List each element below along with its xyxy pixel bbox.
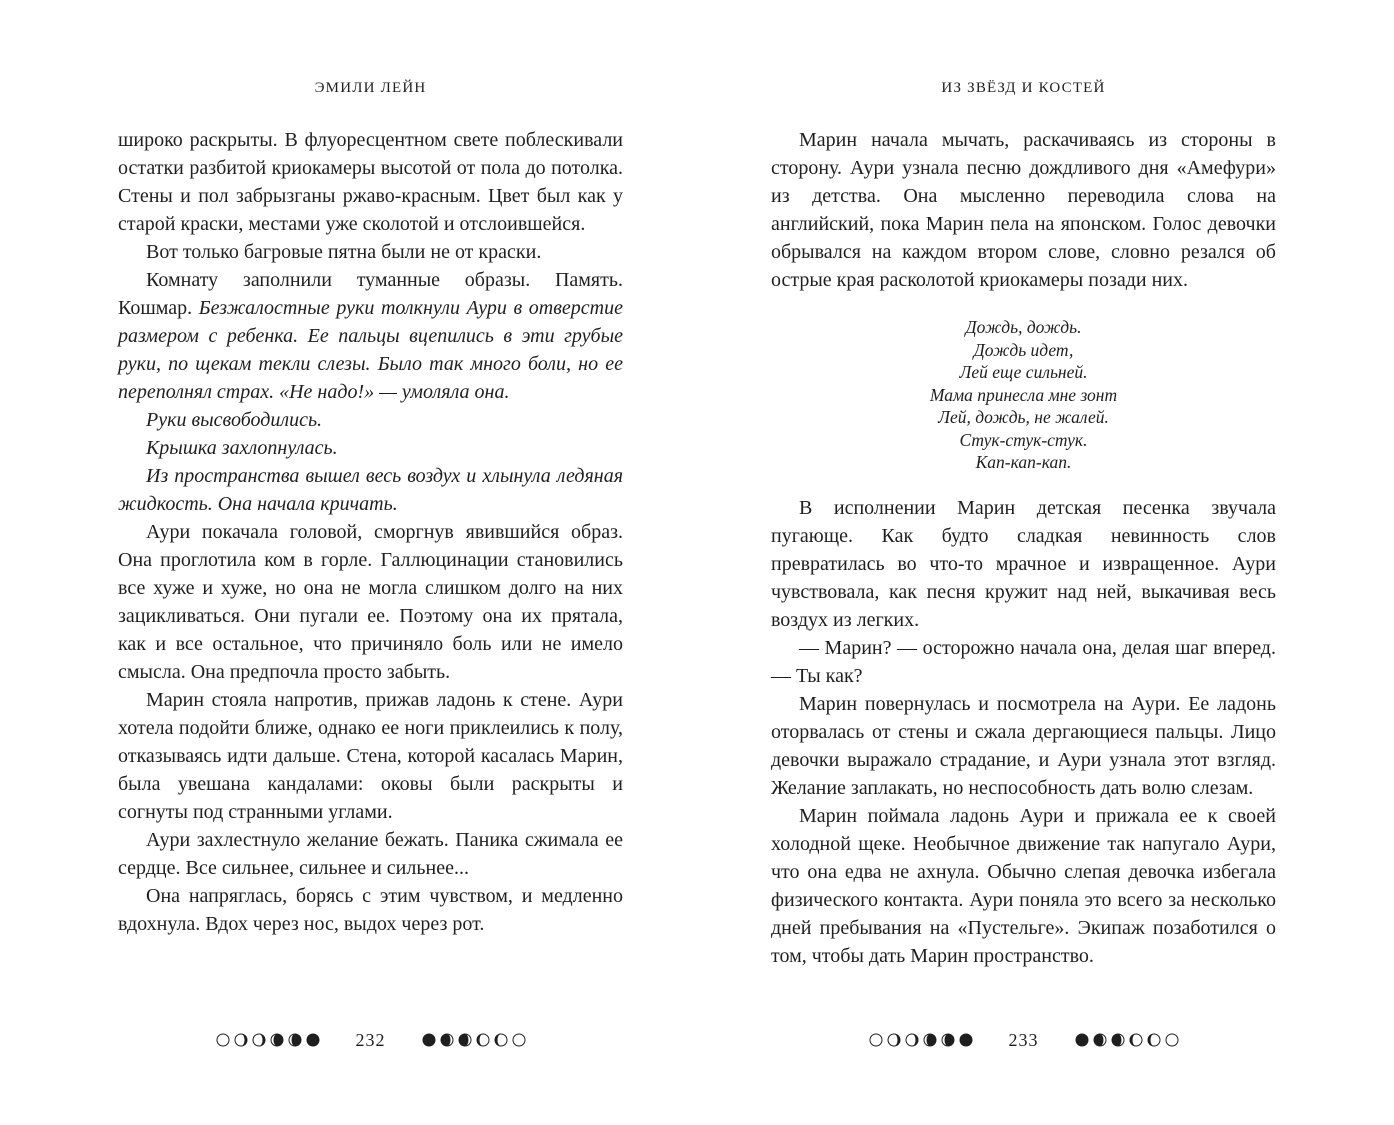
waxing-crescent-icon xyxy=(887,1033,901,1047)
waning-gibbous-icon xyxy=(1111,1033,1125,1047)
moon-phases-left xyxy=(869,1033,973,1047)
verse-line: Лей, дождь, не жалей. xyxy=(938,407,1109,427)
page-number-right: 233 xyxy=(1008,1029,1039,1050)
paragraph-upright-part: Комнату заполнили туманные образы. Память. Кошмар. xyxy=(118,269,623,319)
waxing-crescent-icon xyxy=(252,1033,266,1047)
paragraph: Аури покачала головой, сморгнув явившийся образ. Она проглотила ком в горле. Галлюцинации становились все хуже и хуже, но она не могла слишком долго на них зацикливаться. Они пугали ее. Поэтому она их прятала, как и все остальное, что причиняло боль или не имело смысла. Она предпочла просто забыть. xyxy=(118,521,623,683)
waning-gibbous-icon xyxy=(458,1033,472,1047)
full-moon-icon xyxy=(422,1033,436,1047)
waning-crescent-icon xyxy=(476,1033,490,1047)
paragraph: Аури захлестнуло желание бежать. Паника сжимала ее сердце. Все сильнее, сильнее и сильнее... xyxy=(118,829,623,879)
waxing-gibbous-icon xyxy=(270,1033,284,1047)
page-number-left: 232 xyxy=(355,1029,386,1050)
paragraph: Марин поймала ладонь Аури и прижала ее к своей холодной щеке. Необычное движение так напугало Аури, что она едва не ахнула. Обычно слепая девочка избегала физического контакта. Аури поняла это всего за несколько дней пребывания на «Пустельге». Экипаж позаботился о том, чтобы дать Марин пространство. xyxy=(771,804,1276,967)
verse-line: Мама принесла мне зонт xyxy=(929,384,1118,405)
verse-line: Стук-стук-стук. xyxy=(959,429,1088,450)
waning-crescent-icon xyxy=(494,1033,508,1047)
right-folio xyxy=(771,1026,1276,1054)
running-head-author: ЭМИЛИ ЛЕЙН xyxy=(314,80,427,96)
waning-gibbous-icon xyxy=(440,1033,454,1047)
moon-phases-right xyxy=(422,1033,526,1047)
paragraph-italic: Из пространства вышел весь воздух и хлынула ледяная жидкость. Она начала кричать. xyxy=(118,465,623,515)
running-head-title: ИЗ ЗВЁЗД И КОСТЕЙ xyxy=(941,80,1106,96)
paragraph: Марин повернулась и посмотрела на Аури. Ее ладонь оторвалась от стены и сжала дергающиеся пальцы. Лицо девочки выражало страдание, и Аури узнала этот взгляд. Желание заплакать, но неспособность дать волю слезам. xyxy=(771,692,1276,799)
waxing-gibbous-icon xyxy=(923,1033,937,1047)
paragraph-italic-part: Безжалостные руки толкнули Аури в отверстие размером с ребенка. Ее пальцы вцепились в эти грубые руки, по щекам текли слезы. Было так много боли, но ее переполнял страх. «Не надо!» — умоляла она. xyxy=(118,297,624,403)
moon-phases-right xyxy=(1075,1033,1179,1047)
waxing-crescent-icon xyxy=(234,1033,248,1047)
waxing-gibbous-icon xyxy=(941,1033,955,1047)
song-verse xyxy=(771,316,1276,474)
verse-line: Лей еще сильней. xyxy=(959,362,1088,382)
moon-phases-left xyxy=(216,1033,320,1047)
waning-gibbous-icon xyxy=(1093,1033,1107,1047)
full-moon-icon xyxy=(1075,1033,1089,1047)
paragraph-italic: Руки высвободились. xyxy=(146,409,323,431)
paragraph: Марин начала мычать, раскачиваясь из стороны в сторону. Аури узнала песню дождливого дня «Амефури» из детства. Она мысленно переводила слова на английский, пока Марин пела на японском. Голос девочки обрывался на каждом втором слове, словно резался об острые края расколотой криокамеры позади них. xyxy=(771,129,1276,291)
waning-crescent-icon xyxy=(1129,1033,1143,1047)
waning-crescent-icon xyxy=(1147,1033,1161,1047)
verse-line: Дождь, дождь. xyxy=(965,317,1082,337)
waxing-crescent-icon xyxy=(905,1033,919,1047)
new-moon-icon xyxy=(869,1033,883,1047)
paragraph-italic: Крышка захлопнулась. xyxy=(146,437,338,459)
paragraph: — Марин? — осторожно начала она, делая шаг вперед. — Ты как? xyxy=(771,636,1276,687)
new-moon-icon xyxy=(1165,1033,1179,1047)
paragraph: Вот только багровые пятна были не от краски. xyxy=(146,241,542,263)
verse-line: Кап-кап-кап. xyxy=(975,452,1072,472)
left-page-text xyxy=(118,126,623,938)
left-folio xyxy=(118,1026,623,1054)
full-moon-icon xyxy=(306,1033,320,1047)
verse-line: Дождь идет, xyxy=(973,339,1074,360)
paragraph: широко раскрыты. В флуоресцентном свете поблескивали остатки разбитой криокамеры высотой от пола до потолка. Стены и пол забрызганы ржаво-красным. Цвет был как у старой краски, местами уже сколотой и отслоившейся. xyxy=(118,129,623,235)
right-page-text xyxy=(771,126,1276,970)
new-moon-icon xyxy=(216,1033,230,1047)
paragraph: Марин стояла напротив, прижав ладонь к стене. Аури хотела подойти ближе, однако ее ноги приклеились к полу, отказываясь идти дальше. Стена, которой касалась Марин, была увешана кандалами: оковы были раскрыты и согнуты под странными углами. xyxy=(118,689,623,823)
paragraph: Она напряглась, борясь с этим чувством, и медленно вдохнула. Вдох через нос, выдох через рот. xyxy=(118,885,623,935)
paragraph: В исполнении Марин детская песенка звучала пугающе. Как будто сладкая невинность слов превратилась во что-то мрачное и извращенное. Аури чувствовала, как песня кружит над ней, выкачивая весь воздух из легких. xyxy=(771,496,1276,631)
new-moon-icon xyxy=(512,1033,526,1047)
paragraph xyxy=(118,266,623,406)
right-page xyxy=(697,0,1394,1125)
waxing-gibbous-icon xyxy=(288,1033,302,1047)
full-moon-icon xyxy=(959,1033,973,1047)
